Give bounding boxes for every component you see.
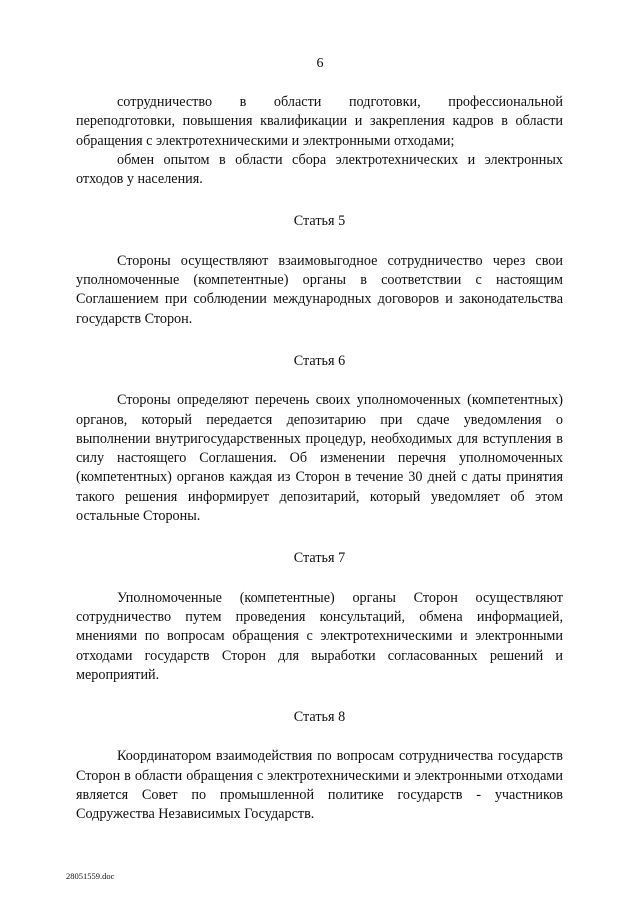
article-6-text: Стороны определяют перечень своих уполномоченных (компетентных) органов, который передается депозитарию при сдаче уведомления о выполнении внутригосударственных процедур, необходимых для вступления в силу настоящего Соглашения. Об изменении перечня уполномоченных (компетентных) органов каждая из Сторон в течение 30 дней с даты принятия такого решения информирует депозитарий, который уведомляет об этом остальные Стороны.	[76, 392, 563, 525]
intro-paragraph-2: обмен опытом в области сбора электротехнических и электронных отходов у населения.	[76, 151, 563, 188]
article-7-title: Статья 7	[293, 550, 346, 567]
article-6-title: Статья 6	[293, 352, 346, 369]
document-body	[76, 93, 563, 825]
article-7-text: Уполномоченные (компетентные) органы Сторон осуществляют сотрудничество путем проведения консультаций, обмена информацией, мнениями по вопросам обращения с электротехническими и электронными отходами государств Сторон для выработки согласованных решений и мероприятий.	[76, 589, 563, 683]
article-8-title: Статья 8	[293, 709, 346, 726]
article-5-text: Стороны осуществляют взаимовыгодное сотрудничество через свои уполномоченные (компетентные) органы в соответствии с настоящим Соглашением при соблюдении международных договоров и законодательства государств Сторон.	[76, 252, 563, 327]
page-number: 6	[316, 56, 324, 71]
article-5-title: Статья 5	[293, 213, 346, 230]
intro-paragraph-1: сотрудничество в области подготовки, профессиональной переподготовки, повышения квалификации и закрепления кадров в области обращения с электротехническими и электронными отходами;	[76, 94, 563, 149]
article-8-text: Координатором взаимодействия по вопросам сотрудничества государств Сторон в области обращения с электротехническими и электронными отходами является Совет по промышленной политике государств - участников Содружества Независимых Государств.	[76, 748, 563, 823]
file-name-footer: 28051559.doc	[66, 871, 115, 881]
